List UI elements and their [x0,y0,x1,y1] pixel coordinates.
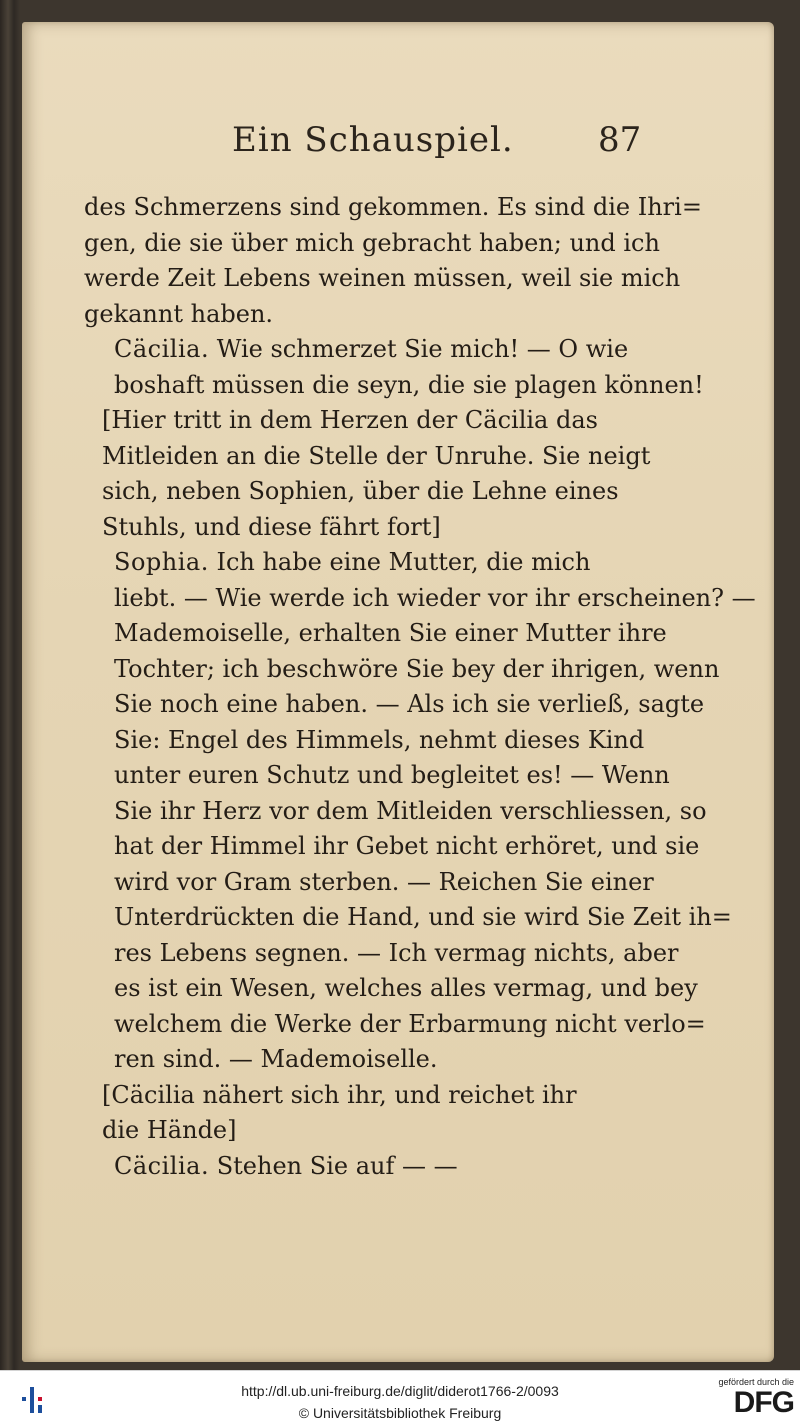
text-line [84,1149,656,1185]
page-number: 87 [598,120,642,160]
dfg-logo[interactable] [702,1377,794,1425]
text-line: liebt. — Wie werde ich wieder vor ihr erscheinen? — [114,583,756,612]
text-line: gen, die sie über mich gebracht haben; und ich [84,228,660,257]
paragraph-1 [84,190,702,332]
paragraph-2 [84,332,704,403]
text-line: wird vor Gram sterben. — Reichen Sie einer [114,867,654,896]
text-line: Mitleiden an die Stelle der Unruhe. Sie neigt [102,441,651,470]
text-line: die Hände] [102,1116,237,1144]
text-line: des Schmerzens sind gekommen. Es sind die Ihri= [84,193,702,221]
dfg-logo-text: DFG [733,1386,794,1419]
text-line: werde Zeit Lebens weinen müssen, weil sie mich [84,264,681,292]
text-line: Tochter; ich beschwöre Sie bey der ihrigen, wenn [114,654,720,683]
text-line: Mademoiselle, erhalten Sie einer Mutter ihre [114,619,667,647]
text-line: es ist ein Wesen, welches alles vermag, und bey [114,974,698,1002]
stage-direction-1 [84,403,656,545]
speaker-name: Cäcilia. [114,335,210,363]
text-line: hat der Himmel ihr Gebet nicht erhöret, und sie [114,832,700,860]
text-line: [Hier tritt in dem Herzen der Cäcilia das [102,406,598,434]
text-line: sich, neben Sophien, über die Lehne eines [102,477,619,505]
text-line: Sie: Engel des Himmels, nehmt dieses Kind [114,725,645,754]
text-line: boshaft müssen die seyn, die sie plagen können! [114,370,704,399]
speaker-name: Cäcilia. [114,1151,210,1180]
document-url-link[interactable]: http://dl.ub.uni-freiburg.de/diglit/diderot1766-2/0093 [241,1383,559,1399]
text-line: Unterdrückten die Hand, und sie wird Sie Zeit ih= [114,903,732,931]
paragraph-6 [84,1149,656,1185]
speaker-name: Sophia. [114,548,209,576]
speech-text: Ich habe eine Mutter, die mich [216,548,591,576]
text-line: Stuhls, und diese fährt fort] [102,512,441,541]
text-line [84,545,656,581]
text-line: ren sind. — Mademoiselle. [114,1045,438,1073]
text-line: Sie ihr Herz vor dem Mitleiden verschliessen, so [114,796,707,825]
text-line: Sie noch eine haben. — Als ich sie verließ, sagte [114,690,705,718]
dfg-funding-text: gefördert durch die [718,1377,794,1387]
text-line: welchem die Werke der Erbarmung nicht verlo= [114,1009,706,1038]
paragraph-4 [84,545,756,1078]
viewer-footer [0,1370,800,1428]
speech-text: Wie schmerzet Sie mich! — O wie [216,335,629,363]
page-header [22,112,774,172]
speech-text: Stehen Sie auf — — [216,1151,458,1180]
text-line [84,332,656,368]
page-text [84,190,756,1184]
copyright-text: © Universitätsbibliothek Freiburg [298,1405,502,1421]
stage-direction-2 [84,1078,656,1149]
running-title: Ein Schauspiel. [232,120,514,160]
text-line: res Lebens segnen. — Ich vermag nichts, aber [114,938,679,967]
text-line: unter euren Schutz und begleitet es! — Wenn [114,761,670,789]
book-page [22,22,774,1362]
text-line: gekannt haben. [84,299,274,328]
text-line: [Cäcilia nähert sich ihr, und reichet ihr [102,1080,577,1109]
